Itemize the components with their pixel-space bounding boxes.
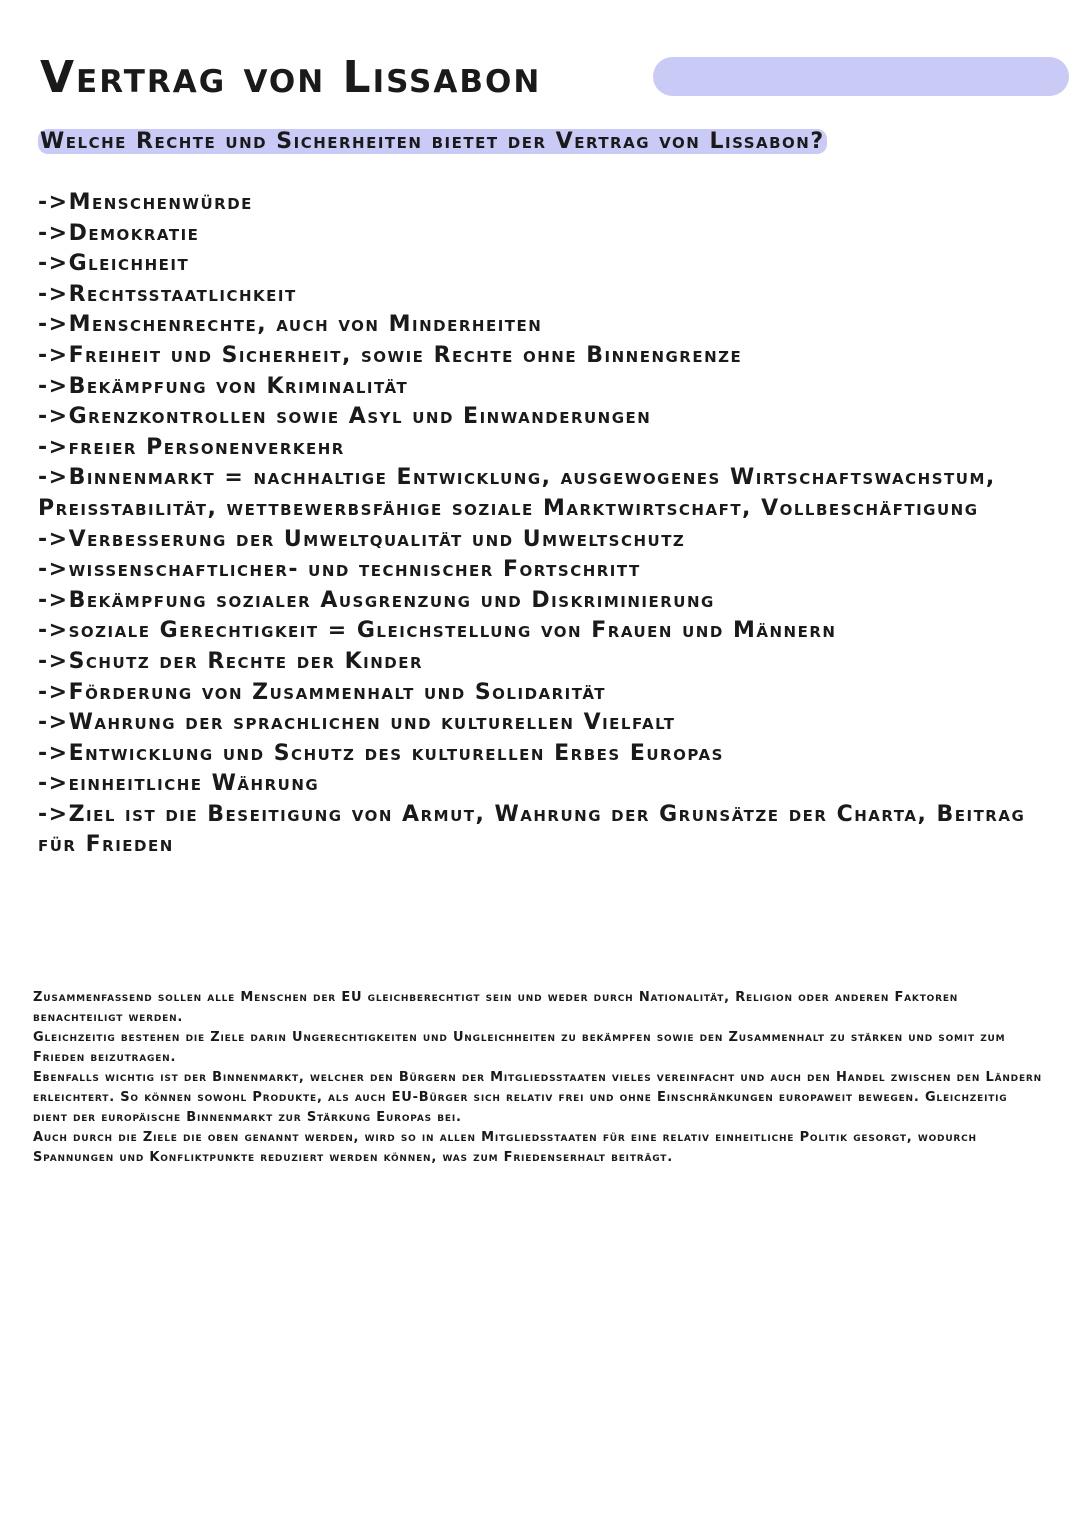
list-item: ->soziale Gerechtigkeit = Gleichstellung von Frauen und Männern <box>38 618 837 644</box>
list-item: ->Wahrung der sprachlichen und kulturellen Vielfalt <box>38 710 676 736</box>
list-item: ->Menschenwürde <box>38 190 253 215</box>
list-item: ->Grenzkontrollen sowie Asyl und Einwanderungen <box>38 404 652 430</box>
list-item: ->Freiheit und Sicherheit, sowie Rechte ohne Binnengrenze <box>38 342 743 368</box>
list-item: ->Bekämpfung sozialer Ausgrenzung und Diskriminierung <box>38 587 715 613</box>
rights-list <box>38 188 1038 861</box>
list-item: ->Rechtsstaatlichkeit <box>38 281 297 307</box>
page-title: Vertrag von Lissabon <box>40 52 542 103</box>
list-item: ->Menschenrechte, auch von Minderheiten <box>38 312 543 338</box>
list-item: ->Demokratie <box>38 220 200 246</box>
summary-paragraph: Zusammenfassend sollen alle Menschen der EU gleichberechtigt sein und weder durch Nationalität, Religion oder anderen Faktoren benachteiligt werden. <box>33 990 959 1025</box>
summary-paragraph: Auch durch die Ziele die oben genannt werden, wird so in allen Mitgliedsstaaten für eine relativ einheitliche Politik gesorgt, wodurch Spannungen und Konfliktpunkte reduziert werden können, was zum Friedenserhalt beiträgt. <box>33 1130 977 1165</box>
list-item: ->wissenschaftlicher- und technischer Fortschritt <box>38 557 641 583</box>
summary-section <box>33 988 1043 1168</box>
list-item: ->einheitliche Währung <box>38 771 320 797</box>
list-item: ->Entwicklung und Schutz des kulturellen Erbes Europas <box>38 740 724 766</box>
question-highlight: Welche Rechte und Sicherheiten bietet der Vertrag von Lissabon? <box>40 129 825 154</box>
title-highlight-bar <box>653 57 1069 96</box>
summary-paragraph: Ebenfalls wichtig ist der Binnenmarkt, welcher den Bürgern der Mitgliedsstaaten vieles vereinfacht und auch den Handel zwischen den Ländern erleichtert. So können sowohl Produkte, als auch EU-Bürger sich relativ frei und ohne Einschränkungen europaweit bewegen. Gleichzeitig dient der europäische Binnenmarkt zur Stärkung Europas bei. <box>33 1070 1042 1125</box>
list-item: ->Binnenmarkt = nachhaltige Entwicklung, ausgewogenes Wirtschaftswachstum, Preisstabilität, wettbewerbsfähige soziale Marktwirtschaft, Vollbeschäftigung <box>38 465 996 521</box>
list-item: ->Gleichheit <box>38 251 190 277</box>
summary-paragraph: Gleichzeitig bestehen die Ziele darin Ungerechtigkeiten und Ungleichheiten zu bekämpfen sowie den Zusammenhalt zu stärken und somit zum Frieden beizutragen. <box>33 1030 1006 1065</box>
list-item: ->freier Personenverkehr <box>38 434 345 460</box>
list-item: ->Ziel ist die Beseitigung von Armut, Wahrung der Grunsätze der Charta, Beitrag für Frieden <box>38 801 1026 858</box>
list-item: ->Schutz der Rechte der Kinder <box>38 648 424 674</box>
question-heading <box>38 126 938 157</box>
list-item: ->Bekämpfung von Kriminalität <box>38 373 409 399</box>
list-item: ->Förderung von Zusammenhalt und Solidarität <box>38 679 606 705</box>
list-item: ->Verbesserung der Umweltqualität und Umweltschutz <box>38 526 686 552</box>
